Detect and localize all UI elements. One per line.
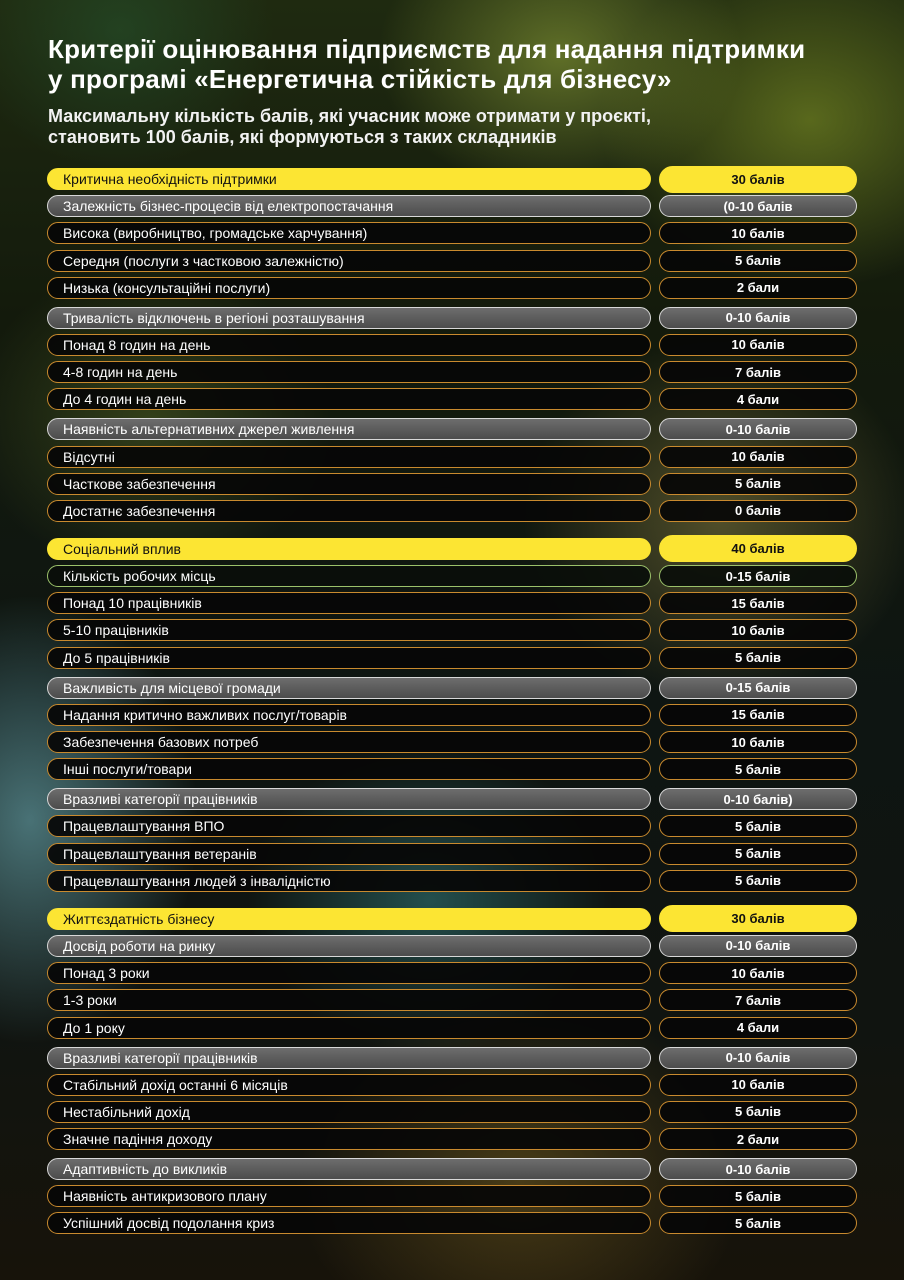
criteria-row-points: 10 балів bbox=[659, 334, 857, 356]
page-title bbox=[48, 34, 868, 94]
criteria-row bbox=[47, 1100, 857, 1124]
criteria-row bbox=[47, 445, 857, 469]
header bbox=[48, 34, 868, 148]
criteria-row bbox=[47, 221, 857, 245]
group-header-label: Тривалість відключень в регіоні розташування bbox=[47, 307, 651, 329]
criteria-row-points: 5 балів bbox=[659, 1212, 857, 1234]
group-header bbox=[47, 1046, 857, 1070]
group-header-points: (0-10 балів bbox=[659, 195, 857, 217]
group-header-label: Залежність бізнес-процесів від електропостачання bbox=[47, 195, 651, 217]
criteria-row bbox=[47, 646, 857, 670]
section-header-points: 30 балів bbox=[659, 905, 857, 932]
criteria-section bbox=[47, 537, 857, 893]
criteria-row bbox=[47, 276, 857, 300]
criteria-row-points: 4 бали bbox=[659, 1017, 857, 1039]
section-header-label: Життєздатність бізнесу bbox=[47, 908, 651, 930]
criteria-row-label: Низька (консультаційні послуги) bbox=[47, 277, 651, 299]
group-header-points: 0-10 балів bbox=[659, 1047, 857, 1069]
criteria-row bbox=[47, 1016, 857, 1040]
group-header-label: Досвід роботи на ринку bbox=[47, 935, 651, 957]
criteria-row-points: 10 балів bbox=[659, 962, 857, 984]
group-header-label: Вразливі категорії працівників bbox=[47, 788, 651, 810]
group-header-points: 0-10 балів bbox=[659, 307, 857, 329]
criteria-row-points: 15 балів bbox=[659, 704, 857, 726]
criteria-group bbox=[47, 787, 857, 893]
section-header-label: Соціальний вплив bbox=[47, 538, 651, 560]
criteria-row-points: 5 балів bbox=[659, 1185, 857, 1207]
criteria-row bbox=[47, 961, 857, 985]
criteria-row bbox=[47, 249, 857, 273]
criteria-row-label: Працевлаштування ВПО bbox=[47, 815, 651, 837]
section-header-points: 40 балів bbox=[659, 535, 857, 562]
section-header-points: 30 балів bbox=[659, 166, 857, 193]
criteria-row-label: Стабільний дохід останні 6 місяців bbox=[47, 1074, 651, 1096]
criteria-row-label: Висока (виробництво, громадське харчування) bbox=[47, 222, 651, 244]
group-header bbox=[47, 676, 857, 700]
criteria-row-label: Середня (послуги з частковою залежністю) bbox=[47, 250, 651, 272]
criteria-row-points: 5 балів bbox=[659, 758, 857, 780]
group-header bbox=[47, 564, 857, 588]
criteria-row bbox=[47, 499, 857, 523]
criteria-row-points: 5 балів bbox=[659, 1101, 857, 1123]
criteria-row-label: Працевлаштування людей з інвалідністю bbox=[47, 870, 651, 892]
group-header-label: Важливість для місцевої громади bbox=[47, 677, 651, 699]
title-line-1: Критерії оцінювання підприємств для надання підтримки bbox=[48, 34, 806, 64]
group-header-label: Вразливі категорії працівників bbox=[47, 1047, 651, 1069]
criteria-row-label: Працевлаштування ветеранів bbox=[47, 843, 651, 865]
criteria-row-label: Понад 8 годин на день bbox=[47, 334, 651, 356]
criteria-row-label: Достатнє забезпечення bbox=[47, 500, 651, 522]
criteria-row-label: До 1 року bbox=[47, 1017, 651, 1039]
criteria-row-points: 5 балів bbox=[659, 250, 857, 272]
group-header bbox=[47, 194, 857, 218]
criteria-row-points: 5 балів bbox=[659, 815, 857, 837]
criteria-row-label: До 5 працівників bbox=[47, 647, 651, 669]
criteria-row-points: 2 бали bbox=[659, 1128, 857, 1150]
group-header-points: 0-10 балів) bbox=[659, 788, 857, 810]
criteria-row bbox=[47, 1073, 857, 1097]
criteria-row-label: Понад 10 працівників bbox=[47, 592, 651, 614]
criteria-row-label: Часткове забезпечення bbox=[47, 473, 651, 495]
section-header-label: Критична необхідність підтримки bbox=[47, 168, 651, 190]
criteria-row-points: 0 балів bbox=[659, 500, 857, 522]
group-header bbox=[47, 417, 857, 441]
group-header-points: 0-10 балів bbox=[659, 418, 857, 440]
section-header bbox=[47, 907, 857, 931]
criteria-row-label: 5-10 працівників bbox=[47, 619, 651, 641]
group-header-points: 0-15 балів bbox=[659, 677, 857, 699]
section-header bbox=[47, 167, 857, 191]
criteria-row-points: 5 балів bbox=[659, 843, 857, 865]
criteria-row bbox=[47, 472, 857, 496]
title-line-2: у програмі «Енергетична стійкість для бізнесу» bbox=[48, 64, 672, 94]
criteria-row-points: 7 балів bbox=[659, 989, 857, 1011]
criteria-group bbox=[47, 417, 857, 523]
criteria-row-label: Понад 3 роки bbox=[47, 962, 651, 984]
group-header bbox=[47, 934, 857, 958]
criteria-row bbox=[47, 730, 857, 754]
group-header-label: Кількість робочих місць bbox=[47, 565, 651, 587]
group-header-label: Адаптивність до викликів bbox=[47, 1158, 651, 1180]
group-header-points: 0-15 балів bbox=[659, 565, 857, 587]
page-subtitle bbox=[48, 106, 868, 148]
criteria-row bbox=[47, 1184, 857, 1208]
criteria-table bbox=[47, 167, 857, 1249]
criteria-group bbox=[47, 306, 857, 412]
criteria-row-points: 15 балів bbox=[659, 592, 857, 614]
criteria-row-points: 5 балів bbox=[659, 870, 857, 892]
criteria-row bbox=[47, 360, 857, 384]
criteria-row bbox=[47, 591, 857, 615]
criteria-row bbox=[47, 757, 857, 781]
criteria-section bbox=[47, 907, 857, 1236]
criteria-row-points: 10 балів bbox=[659, 731, 857, 753]
criteria-row-points: 4 бали bbox=[659, 388, 857, 410]
criteria-row bbox=[47, 869, 857, 893]
criteria-group bbox=[47, 194, 857, 300]
criteria-row-label: 4-8 годин на день bbox=[47, 361, 651, 383]
criteria-row bbox=[47, 618, 857, 642]
criteria-row-points: 10 балів bbox=[659, 1074, 857, 1096]
group-header-label: Наявність альтернативних джерел живлення bbox=[47, 418, 651, 440]
criteria-row-label: Забезпечення базових потреб bbox=[47, 731, 651, 753]
group-header-points: 0-10 балів bbox=[659, 1158, 857, 1180]
criteria-group bbox=[47, 1046, 857, 1152]
criteria-row bbox=[47, 842, 857, 866]
criteria-row-label: 1-3 роки bbox=[47, 989, 651, 1011]
subtitle-line-2: становить 100 балів, які формуються з таких складників bbox=[48, 127, 557, 147]
criteria-row-label: Успішний досвід подолання криз bbox=[47, 1212, 651, 1234]
group-header bbox=[47, 787, 857, 811]
criteria-row-points: 5 балів bbox=[659, 647, 857, 669]
criteria-row-label: Відсутні bbox=[47, 446, 651, 468]
criteria-row-label: До 4 годин на день bbox=[47, 388, 651, 410]
criteria-row-points: 10 балів bbox=[659, 222, 857, 244]
criteria-row bbox=[47, 387, 857, 411]
criteria-row-label: Інші послуги/товари bbox=[47, 758, 651, 780]
criteria-row-label: Нестабільний дохід bbox=[47, 1101, 651, 1123]
criteria-row-points: 7 балів bbox=[659, 361, 857, 383]
criteria-group bbox=[47, 934, 857, 1040]
criteria-row-points: 5 балів bbox=[659, 473, 857, 495]
criteria-row bbox=[47, 1211, 857, 1235]
criteria-row bbox=[47, 333, 857, 357]
criteria-row bbox=[47, 703, 857, 727]
criteria-row-label: Значне падіння доходу bbox=[47, 1128, 651, 1150]
group-header-points: 0-10 балів bbox=[659, 935, 857, 957]
subtitle-line-1: Максимальну кількість балів, які учасник може отримати у проєкті, bbox=[48, 106, 651, 126]
group-header bbox=[47, 306, 857, 330]
criteria-section bbox=[47, 167, 857, 523]
criteria-row bbox=[47, 814, 857, 838]
criteria-group bbox=[47, 564, 857, 670]
criteria-row-points: 10 балів bbox=[659, 446, 857, 468]
criteria-row-points: 2 бали bbox=[659, 277, 857, 299]
section-header bbox=[47, 537, 857, 561]
criteria-group bbox=[47, 1157, 857, 1235]
criteria-row bbox=[47, 988, 857, 1012]
criteria-row-label: Наявність антикризового плану bbox=[47, 1185, 651, 1207]
criteria-group bbox=[47, 676, 857, 782]
criteria-row bbox=[47, 1127, 857, 1151]
criteria-row-label: Надання критично важливих послуг/товарів bbox=[47, 704, 651, 726]
group-header bbox=[47, 1157, 857, 1181]
criteria-row-points: 10 балів bbox=[659, 619, 857, 641]
